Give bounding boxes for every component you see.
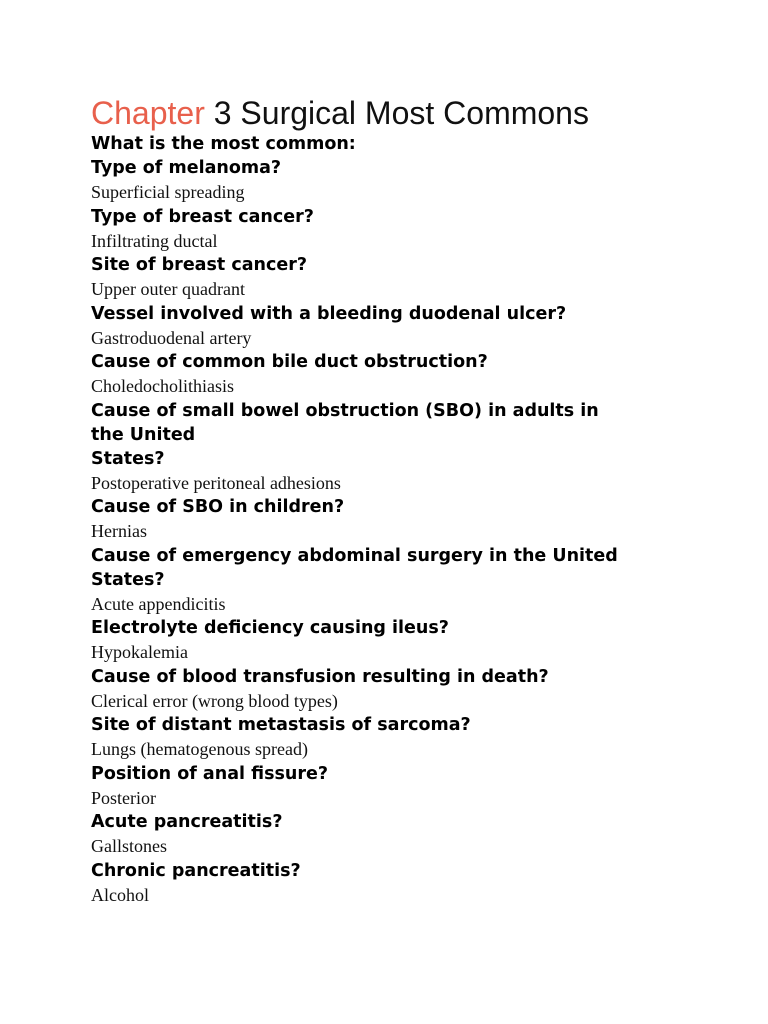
qa-item — [91, 762, 681, 811]
question: Cause of common bile duct obstruction? — [91, 352, 488, 372]
qa-item — [91, 859, 681, 908]
qa-item — [91, 810, 681, 859]
qa-item — [91, 713, 681, 762]
answer: Hypokalemia — [91, 642, 188, 662]
qa-item — [91, 544, 681, 617]
answer: Gastroduodenal artery — [91, 327, 252, 348]
question: Cause of emergency abdominal surgery in the United States? — [91, 545, 618, 590]
title-accent-word: Chapter — [91, 95, 205, 131]
question: Site of distant metastasis of sarcoma? — [91, 715, 471, 735]
qa-item — [91, 350, 681, 399]
qa-item — [91, 665, 681, 714]
answer: Alcohol — [91, 884, 149, 905]
question: Site of breast cancer? — [91, 255, 308, 275]
question: Vessel involved with a bleeding duodenal ulcer? — [91, 303, 567, 324]
answer: Hernias — [91, 521, 147, 541]
answer: Lungs (hematogenous spread) — [91, 739, 308, 759]
question: Cause of SBO in children? — [91, 497, 345, 517]
answer: Gallstones — [91, 836, 167, 856]
qa-item — [91, 495, 681, 544]
answer: Infiltrating ductal — [91, 230, 218, 251]
qa-item — [91, 156, 681, 205]
qa-item — [91, 302, 681, 351]
answer: Superficial spreading — [91, 182, 245, 202]
title-rest: 3 Surgical Most Commons — [204, 95, 589, 131]
question: Cause of small bowel obstruction (SBO) in adults in the United States? — [91, 400, 599, 469]
question: Type of melanoma? — [91, 158, 282, 178]
answer: Upper outer quadrant — [91, 279, 245, 299]
intro-line: What is the most common: — [91, 134, 356, 154]
answer: Choledocholithiasis — [91, 376, 234, 396]
question: Electrolyte deficiency causing ileus? — [91, 618, 449, 638]
answer: Posterior — [91, 787, 156, 808]
question: Acute pancreatitis? — [91, 812, 283, 832]
qa-item — [91, 253, 681, 302]
qa-item — [91, 399, 681, 496]
answer: Clerical error (wrong blood types) — [91, 690, 338, 711]
question: Chronic pancreatitis? — [91, 860, 301, 881]
answer: Postoperative peritoneal adhesions — [91, 472, 341, 493]
qa-item — [91, 616, 681, 665]
document-page — [91, 94, 681, 907]
question: Type of breast cancer? — [91, 206, 314, 227]
question: Cause of blood transfusion resulting in death? — [91, 666, 549, 687]
question: Position of anal fissure? — [91, 763, 329, 784]
page-title — [91, 94, 681, 132]
answer: Acute appendicitis — [91, 593, 226, 614]
qa-item — [91, 205, 681, 254]
